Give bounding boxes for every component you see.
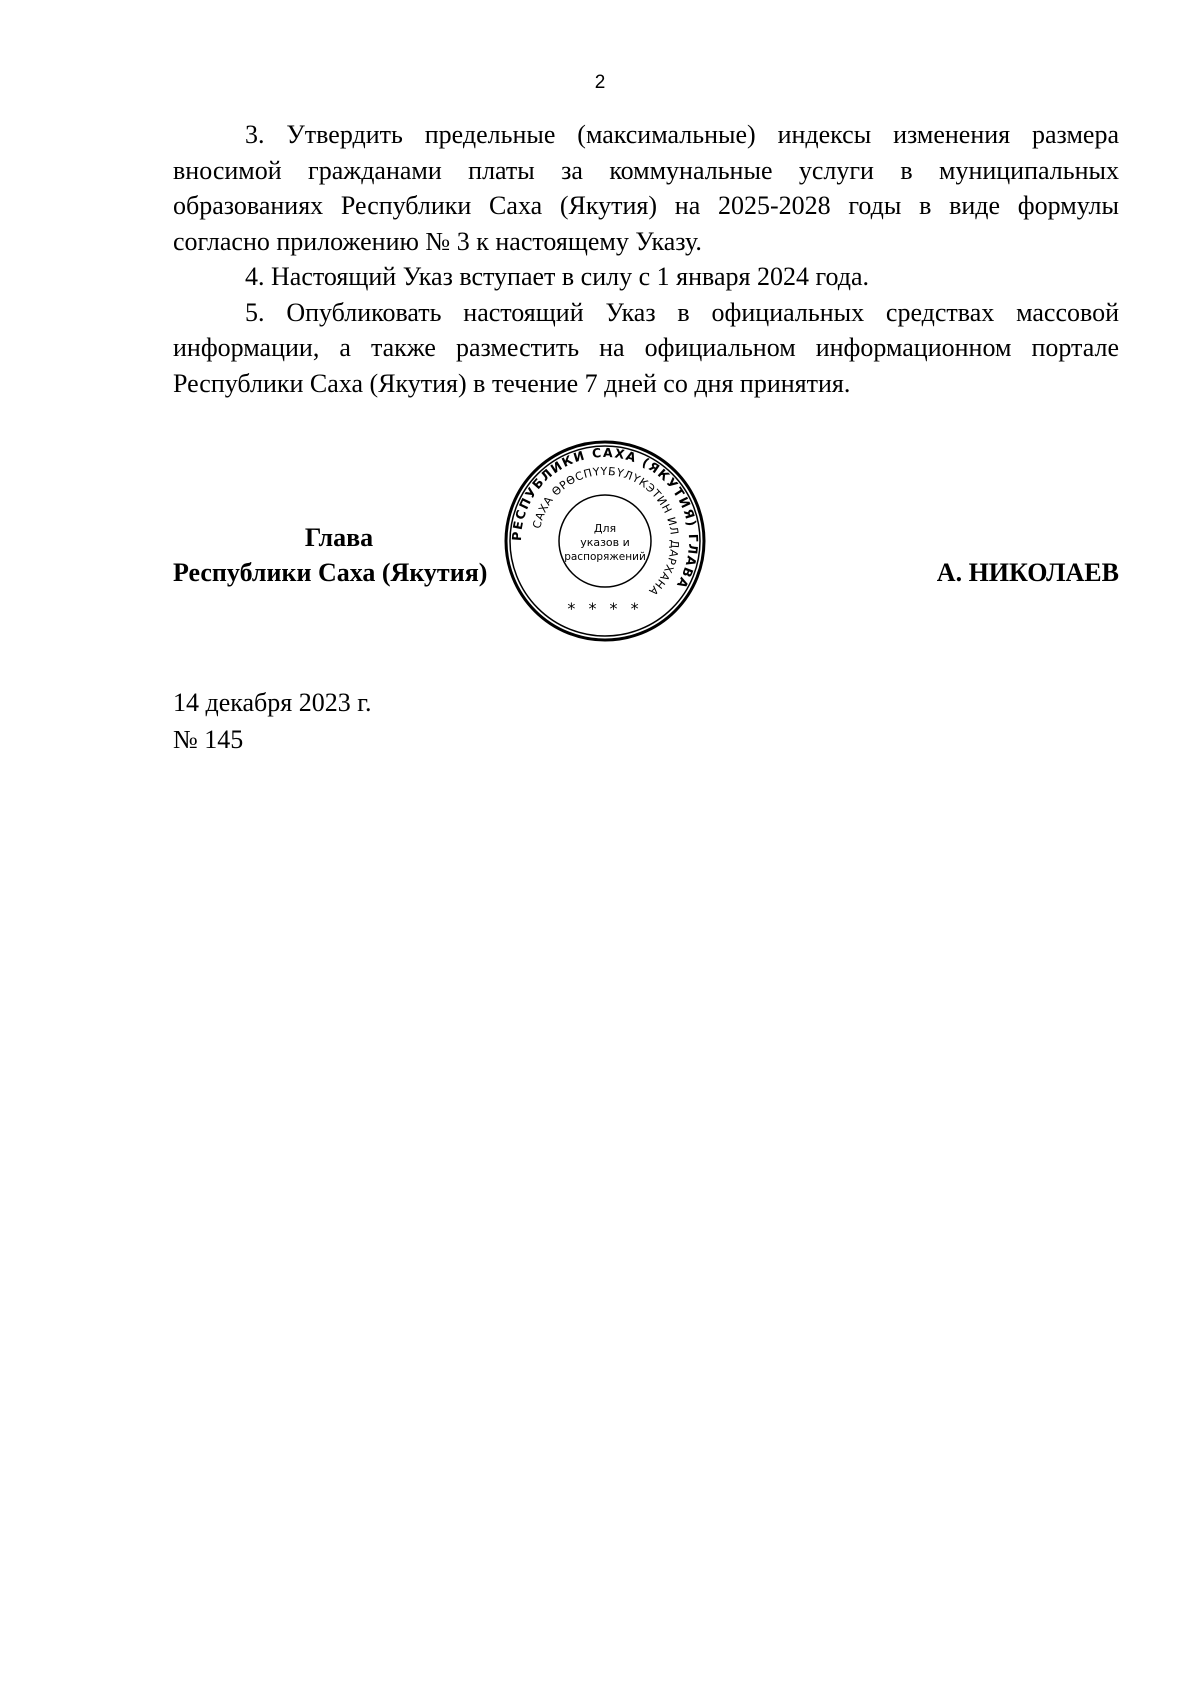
official-seal xyxy=(504,440,706,642)
paragraph-5: 5. Опубликовать настоящий Указ в официальных средствах массовой информации, а также разместить на официальном информационном портале Республики Саха (Якутия) в течение 7 дней со дня принятия. xyxy=(173,297,1119,398)
signatory-region: Республики Саха (Якутия) xyxy=(173,558,488,587)
signatory-name: А. НИКОЛАЕВ xyxy=(936,558,1119,587)
stamp-center-line1: Для xyxy=(593,522,617,535)
decree-body xyxy=(173,117,1119,401)
stamp-outer-text: РЕСПУБЛИКИ САХА (ЯКУТИЯ) ГЛАВА xyxy=(508,444,702,593)
stamp-center-line3: распоряжений xyxy=(564,551,646,563)
stamp-stars: * * * * xyxy=(567,599,643,618)
page-number: 2 xyxy=(594,72,606,93)
paragraph-3: 3. Утвердить предельные (максимальные) индексы изменения размера вносимой гражданами платы за коммунальные услуги в муниципальных образованиях Республики Саха (Якутия) на 2025-2028 годы в виде формулы согласно приложению № 3 к настоящему Указу. xyxy=(173,120,1119,256)
paragraph-4: 4. Настоящий Указ вступает в силу с 1 января 2024 года. xyxy=(245,262,869,291)
signatory-position xyxy=(173,520,533,590)
stamp-center-line2: указов и xyxy=(580,536,630,549)
decree-metadata xyxy=(173,684,371,758)
stamp-inner-text: САХА ӨРӨСПҮҮБҮЛҮКЭТИН ИЛ ДАРХАНА xyxy=(530,464,682,599)
decree-number: № 145 xyxy=(173,725,244,754)
decree-date: 14 декабря 2023 г. xyxy=(173,688,372,717)
signatory-title: Глава xyxy=(304,523,374,552)
